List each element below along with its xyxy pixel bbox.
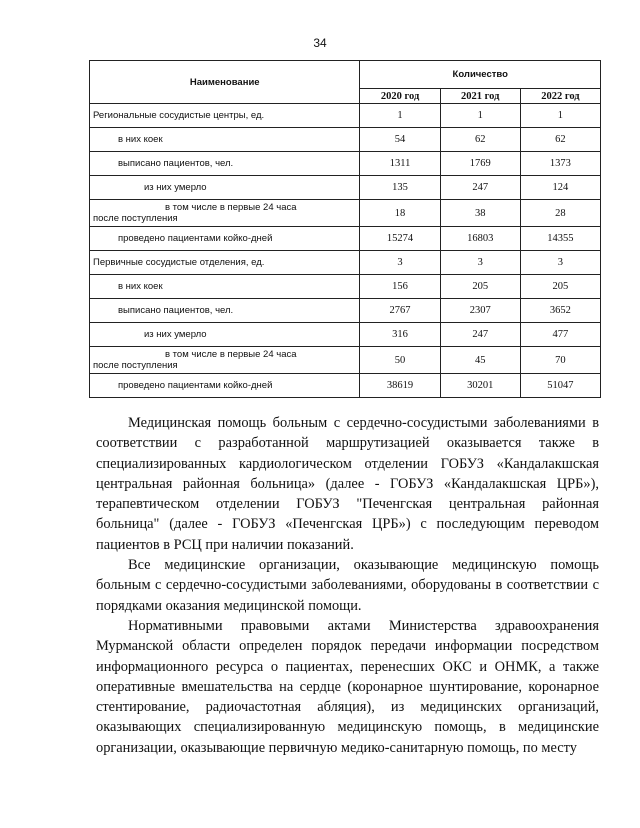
row-label: Первичные сосудистые отделения, ед. (90, 251, 360, 275)
column-header-name: Наименование (90, 61, 360, 104)
row-label-line: после поступления (93, 213, 178, 224)
cell-value: 14355 (520, 227, 600, 251)
cell-value: 3 (520, 251, 600, 275)
cell-value: 45 (440, 347, 520, 374)
row-label: выписано пациентов, чел. (90, 299, 360, 323)
cell-value: 28 (520, 200, 600, 227)
cell-value: 50 (360, 347, 440, 374)
paragraph: Медицинская помощь больным с сердечно-сосудистыми заболеваниями в соответствии с разработанной маршрутизацией оказывается также в специализированных кардиологическом отделении ГОБУЗ «Кандалакшская центральная районная больница» (далее - ГОБУЗ «Кандалакшская ЦРБ»), терапевтическом отделении ГОБУЗ "Печенгская центральная районная больница" (далее - ГОБУЗ «Печенгская ЦРБ») с последующим переводом пациентов в РСЦ при наличии показаний. (96, 415, 599, 553)
cell-value: 1 (440, 104, 520, 128)
cell-value: 205 (520, 275, 600, 299)
column-header-year: 2021 год (440, 89, 520, 104)
row-label: в них коек (90, 275, 360, 299)
paragraph: Все медицинские организации, оказывающие медицинскую помощь больным с сердечно-сосудистыми заболеваниями, оборудованы в соответствии с порядками оказания медицинской помощи. (96, 557, 599, 614)
cell-value: 1373 (520, 152, 600, 176)
table-row (90, 323, 601, 347)
cell-value: 247 (440, 323, 520, 347)
cell-value: 124 (520, 176, 600, 200)
cell-value: 247 (440, 176, 520, 200)
table-row (90, 104, 601, 128)
statistics-table (89, 60, 601, 398)
table-row (90, 347, 601, 374)
row-label-line: в том числе в первые 24 часа (165, 202, 297, 213)
cell-value: 38 (440, 200, 520, 227)
cell-value: 1311 (360, 152, 440, 176)
row-label: в них коек (90, 128, 360, 152)
cell-value: 3 (440, 251, 520, 275)
cell-value: 135 (360, 176, 440, 200)
cell-value: 3 (360, 251, 440, 275)
table-row (90, 200, 601, 227)
cell-value: 30201 (440, 374, 520, 398)
cell-value: 316 (360, 323, 440, 347)
cell-value: 51047 (520, 374, 600, 398)
row-label: Региональные сосудистые центры, ед. (90, 104, 360, 128)
cell-value: 62 (440, 128, 520, 152)
body-text (96, 413, 599, 758)
row-label (90, 200, 360, 227)
table-row (90, 299, 601, 323)
cell-value: 38619 (360, 374, 440, 398)
row-label: проведено пациентами койко-дней (90, 227, 360, 251)
cell-value: 1 (520, 104, 600, 128)
cell-value: 205 (440, 275, 520, 299)
column-header-year: 2020 год (360, 89, 440, 104)
cell-value: 54 (360, 128, 440, 152)
table-row (90, 251, 601, 275)
page-number: 34 (313, 36, 327, 50)
row-label: из них умерло (90, 323, 360, 347)
paragraph: Нормативными правовыми актами Министерства здравоохранения Мурманской области определен порядок передачи информации посредством информационного ресурса о пациентах, перенесших ОКС и ОНМК, а также оперативные вмешательства на сердце (коронарное шунтирование, коронарное стентирование, радиочастотная абляция), из медицинских организаций, оказывающих специализированную медицинскую помощь, в медицинские организации, оказывающие первичную медико-санитарную помощь, по месту (96, 617, 599, 756)
cell-value: 16803 (440, 227, 520, 251)
cell-value: 156 (360, 275, 440, 299)
table-row (90, 152, 601, 176)
cell-value: 2767 (360, 299, 440, 323)
cell-value: 18 (360, 200, 440, 227)
table-row (90, 374, 601, 398)
column-header-quantity: Количество (360, 61, 601, 89)
row-label (90, 347, 360, 374)
table-row (90, 176, 601, 200)
cell-value: 2307 (440, 299, 520, 323)
table-row (90, 227, 601, 251)
table-row (90, 128, 601, 152)
row-label: проведено пациентами койко-дней (90, 374, 360, 398)
cell-value: 62 (520, 128, 600, 152)
row-label-line: после поступления (93, 360, 178, 371)
cell-value: 1 (360, 104, 440, 128)
cell-value: 3652 (520, 299, 600, 323)
cell-value: 477 (520, 323, 600, 347)
cell-value: 15274 (360, 227, 440, 251)
row-label: из них умерло (90, 176, 360, 200)
table-row (90, 275, 601, 299)
cell-value: 1769 (440, 152, 520, 176)
row-label-line: в том числе в первые 24 часа (165, 349, 297, 360)
row-label: выписано пациентов, чел. (90, 152, 360, 176)
cell-value: 70 (520, 347, 600, 374)
column-header-year: 2022 год (520, 89, 600, 104)
table-header-row (90, 61, 601, 89)
